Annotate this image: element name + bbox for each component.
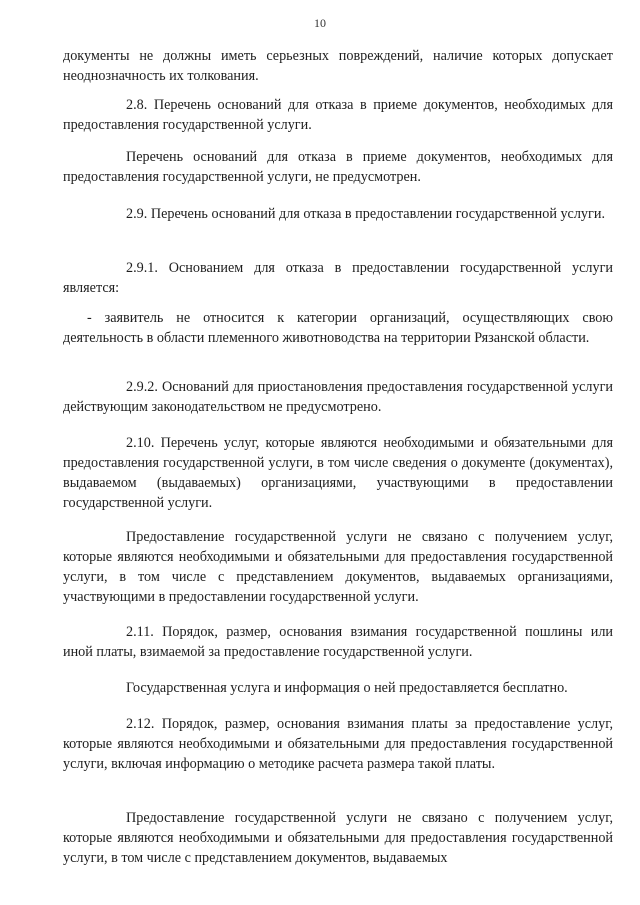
paragraph-2-10-body: Предоставление государственной услуги не связано с получением услуг, которые являются необходимыми и обязательными для предоставления государственной услуги, в том числе с представлением документов, выдаваемых организациями, участвующими в предоставлении государственной услуги. <box>63 529 613 605</box>
section-heading-2-9: 2.9. Перечень оснований для отказа в предоставлении государственной услуги. <box>126 206 605 222</box>
section-heading-2-10: 2.10. Перечень услуг, которые являются необходимыми и обязательными для предоставления государственной услуги, в том числе сведения о документе (документах), выдаваемом (выдаваемых) организациями, участвующими в предоставлении государственной услуги. <box>63 435 613 511</box>
paragraph-2-11-body: Государственная услуга и информация о ней предоставляется бесплатно. <box>126 680 568 696</box>
paragraph-2-12-body: Предоставление государственной услуги не связано с получением услуг, которые являются необходимыми и обязательными для предоставления государственной услуги, в том числе с представлением документов, выдаваемых <box>63 810 613 866</box>
list-item-applicant: - заявитель не относится к категории организаций, осуществляющих свою деятельность в области племенного животноводства на территории Рязанской области. <box>63 310 613 346</box>
paragraph-continuation: документы не должны иметь серьезных повреждений, наличие которых допускает неоднозначность их толкования. <box>63 48 613 84</box>
section-heading-2-12: 2.12. Порядок, размер, основания взимания платы за предоставление услуг, которые являются необходимыми и обязательными для предоставления государственной услуги, включая информацию о методике расчета размера такой платы. <box>63 716 613 772</box>
section-heading-2-8: 2.8. Перечень оснований для отказа в приеме документов, необходимых для предоставления государственной услуги. <box>63 97 613 133</box>
paragraph-2-9-2: 2.9.2. Оснований для приостановления предоставления государственной услуги действующим законодательством не предусмотрено. <box>63 379 613 415</box>
paragraph-2-8-body: Перечень оснований для отказа в приеме документов, необходимых для предоставления государственной услуги, не предусмотрен. <box>63 149 613 185</box>
paragraph-2-9-1: 2.9.1. Основанием для отказа в предоставлении государственной услуги является: <box>63 260 613 296</box>
section-heading-2-11: 2.11. Порядок, размер, основания взимания государственной пошлины или иной платы, взимаемой за предоставление государственной услуги. <box>63 624 613 660</box>
page-number: 10 <box>314 16 326 30</box>
